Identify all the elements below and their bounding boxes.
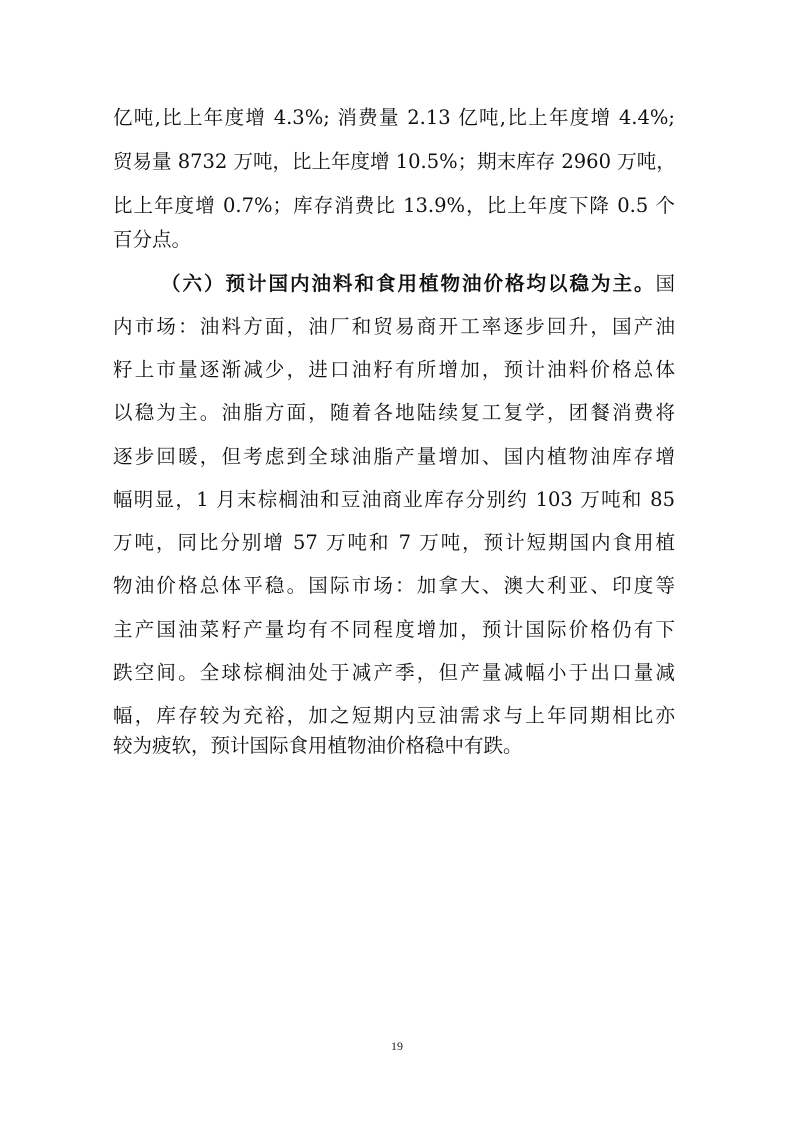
section-six-first-line [161,269,675,299]
section-six-line-7: 物油价格总体平稳。国际市场：加拿大、澳大利亚、印度等 [113,574,675,597]
paragraph-line-2: 贸易量 8732 万吨，比上年度增 10.5%；期末库存 2960 万吨， [113,150,676,173]
section-six-line-9: 跌空间。全球棕榈油处于减产季，但产量减幅小于出口量减 [113,661,675,684]
paragraph-line-4: 百分点。 [113,228,192,251]
section-six-line-2: 籽上市量逐渐减少，进口油籽有所增加，预计油料价格总体 [113,358,675,381]
section-six-line-8: 主产国油菜籽产量均有不同程度增加，预计国际价格仍有下 [113,618,675,641]
section-six-line-5: 幅明显，1 月末棕榈油和豆油商业库存分别约 103 万吨和 85 [113,488,675,511]
section-six-line-11: 较为疲软，预计国际食用植物油价格稳中有跌。 [113,734,523,757]
paragraph-line-3: 比上年度增 0.7%；库存消费比 13.9%，比上年度下降 0.5 个 [113,194,675,217]
section-six-line-3: 以稳为主。油脂方面，随着各地陆续复工复学，团餐消费将 [113,401,675,424]
section-six-line-4: 逐步回暖，但考虑到全球油脂产量增加、国内植物油库存增 [113,445,675,468]
page-number: 19 [391,1039,403,1053]
section-six-heading: （六）预计国内油料和食用植物油价格均以稳为主。 [161,272,656,295]
section-six-heading-tail: 国 [655,272,675,295]
section-six-line-6: 万吨，同比分别增 57 万吨和 7 万吨，预计短期国内食用植 [113,531,675,554]
section-six-line-10: 幅，库存较为充裕，加之短期内豆油需求与上年同期相比亦 [113,704,675,727]
section-six-line-1: 内市场：油料方面，油厂和贸易商开工率逐步回升，国产油 [113,315,675,338]
paragraph-line-1: 亿吨,比上年度增 4.3%; 消费量 2.13 亿吨,比上年度增 4.4%; [113,106,675,129]
